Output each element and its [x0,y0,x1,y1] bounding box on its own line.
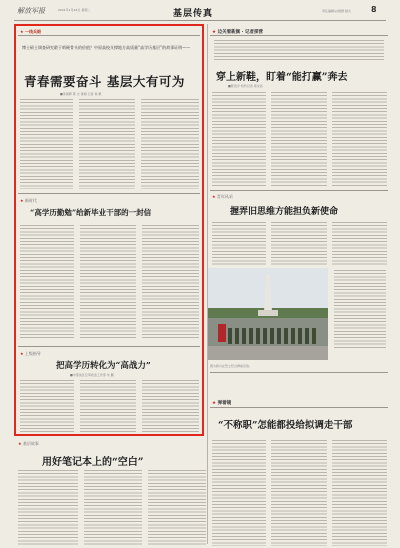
right-bottom-body-col-2 [271,440,327,546]
advantage-body-col-1 [20,380,74,432]
story-body-col-3 [141,99,199,189]
right-intro-text [214,40,384,60]
notebook-body-col-1 [18,470,78,546]
advantage-body-col-2 [80,380,136,432]
right-mid-headline: 握弄旧思维方能担负新使命 [230,207,339,217]
section-tag: ★ 一线兵眼 [20,29,41,34]
newspaper-logo: 解放军报 [17,7,45,15]
photo-caption: 图为新兵在烈士纪念碑前宣誓。 [210,364,253,368]
notebook-body-col-3 [148,470,206,546]
story-body-col-1 [20,99,73,189]
column-divider [207,24,208,544]
advantage-body-col-3 [142,380,199,432]
notebook-body-col-2 [84,470,142,546]
letter-body-col-3 [142,225,199,340]
right-body-col-2 [271,92,327,187]
right-body-col-3 [332,92,387,187]
notebook-headline: 用好笔记本上的“空白” [42,457,144,468]
letter-headline: “高学历勤勉”给新毕业干部的一封信 [30,208,152,217]
notebook-tag: ★ 基层故事 [18,441,39,446]
letter-body-col-2 [80,225,136,340]
date-line: 2021年1月26日 星期二 [58,8,91,12]
memorial-photo-image [208,268,328,360]
right-mid-tag: ★ 青年风采 [212,194,233,199]
page-title: 基层传真 [173,9,214,19]
right-mid-body-col-2 [271,222,327,266]
right-body-col-1 [212,92,266,187]
right-bottom-headline: “不称职”怎能都投给拟调走干部 [218,420,353,431]
story-body-col-2 [79,99,135,189]
letter-tag: ★ 新时代 [20,198,37,203]
right-mid-body-col-3 [332,222,387,266]
right-mid-body-col-1 [212,222,266,266]
right-byline: ■陈浩宇 特约记者 郭永昌 [228,84,263,88]
advantage-tag: ★ 上级指导 [20,351,41,356]
story-headline: 青春需要奋斗 基层大有可为 [24,74,185,89]
photo-side-text [334,270,386,350]
page-number: 8 [371,5,377,14]
letter-body-col-1 [20,225,74,340]
story-subtitle: 博士硕士调查研究敢于啃硬骨头的价值？中原高校支撑地方高质量“高学历基层”的故事证明—— [22,45,191,50]
right-bottom-body-col-1 [212,440,266,546]
right-section-tag: ★ 边关看新颜 · 记者探营 [212,30,263,35]
right-headline: 穿上新鞋，盯着“能打赢”奔去 [216,72,348,83]
advantage-byline: ■中部战区空军政治工作部 朱 鹏 [70,373,114,377]
masthead [0,0,400,22]
story-byline: ■李国辉 陈 志 黄相 记者 杨 帆 [60,92,102,96]
editor-line: 责任编辑/谷建群 版式 [322,9,351,13]
right-bottom-body-col-3 [332,440,387,546]
right-bottom-tag: ★ 弹着镜 [212,401,232,406]
advantage-headline: 把高学历转化为“高战力” [56,361,151,371]
memorial-photo [208,268,328,360]
